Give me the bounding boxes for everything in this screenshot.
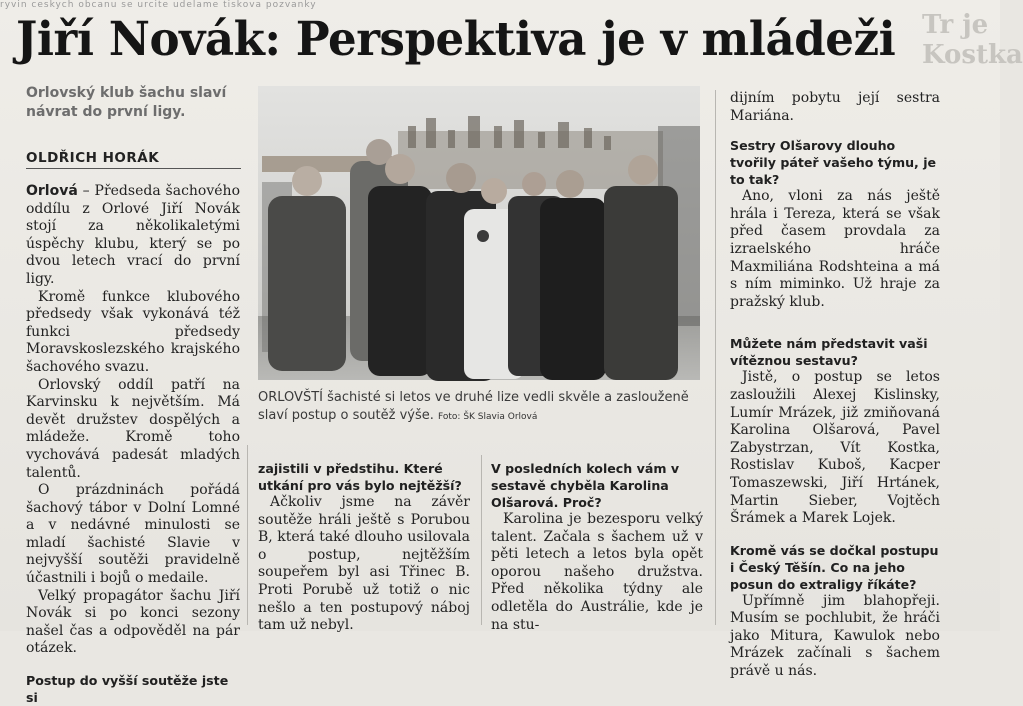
paragraph-1 (26, 183, 240, 289)
column-2 (258, 460, 470, 635)
caption-text: ORLOVŠTÍ šachisté si letos ve druhé lize vedli skvěle a zaslouženě slaví postup o soutěž výše. (258, 390, 689, 423)
paragraph-4: O prázdninách pořádá šachový tábor v Dolní Lomné a v nedávné minulosti se mladí šachisté Slavie v nejvyšší soutěži pravidelně účastnili i bojů o medaile. (26, 482, 240, 587)
headline: Jiří Novák: Perspektiva je v mládeži (16, 12, 896, 67)
paragraph-1-text: – Předseda šachového oddílu z Orlové Jiří Novák stojí za několikaletými úspěchy klubu, který se po dvou letech vrací do první ligy. (26, 183, 240, 287)
answer-3: Ano, vloni za nás ještě hrála i Tereza, která se však před časem provdala za izraelského hráče Maxmiliána Rodshteina a má s ním miminko. Už hraje za pražský klub. (730, 188, 940, 310)
column-1 (26, 183, 240, 706)
answer-5: Upřímně jim blahopřeji. Musím se pochlubit, že hráči jako Mitura, Kawulok nebo Mrázek začínali s šachem právě u nás. (730, 592, 940, 680)
author-byline: OLDŘICH HORÁK (26, 150, 160, 166)
top-strip-text: ryvin ceskych obcanu se urcite udelame tiskova pozvanky (0, 0, 317, 10)
column-rule (481, 455, 482, 625)
photo-caption (258, 389, 702, 426)
question-1-end: zajistili v předstihu. Které utkání pro vás bylo nejtěžší? (258, 461, 462, 493)
paragraph-5: Velký propagátor šachu Jiří Novák si po konci sezony našel čas a odpověděl na pár otázek. (26, 587, 240, 657)
answer-4: Jistě, o postup se letos zasloužili Alexej Kislinsky, Lumír Mrázek, již zmiňovaná Karolina Olšarová, Pavel Zabystrzan, Vít Kostka, Rostislav Kuboš, Kacper Tomaszewski, Jiří Hrtánek, Martin Sieber, Vojtěch Šrámek a Marek Lojek. (730, 369, 940, 527)
column-rule (247, 445, 248, 625)
dateline: Orlová (26, 183, 78, 199)
answer-2-continued: dijním pobytu její sestra Mariána. (730, 90, 940, 124)
question-4: Můžete nám představit vaši vítěznou sestavu? (730, 336, 928, 369)
team-photo (258, 86, 700, 380)
subheadline: Orlovský klub šachu slaví návrat do první ligy. (26, 85, 227, 120)
column-rule (715, 90, 716, 625)
question-3: Sestry Olšarovy dlouho tvořily páteř vašeho týmu, je to tak? (730, 138, 937, 188)
adjacent-article-fragment: Tr je Kostka (922, 10, 1023, 70)
question-2: V posledních kolech vám v sestavě chyběla Karolina Olšarová. Proč? (491, 461, 680, 510)
answer-2: Karolina je bezesporu velký talent. Začala s šachem už v pěti letech a letos byla opět oporou našeho družstva. Před několika týdny ale odletěla do Austrálie, kde je na stu- (491, 511, 703, 633)
question-5: Kromě vás se dočkal postupu i Český Těšín. Co na jeho posun do extraligy říkáte? (730, 542, 939, 592)
answer-1: Ačkoliv jsme na závěr soutěže hráli ještě s Porubou B, která také dlouho usilovala o postup, nejtěžším soupeřem byl asi Třinec B. Proti Porubě už totiž o nic nešlo a ten postupový náboj tam už nebyl. (258, 494, 470, 634)
paragraph-2: Kromě funkce klubového předsedy však vykonává též funkci předsedy Moravskoslezského krajského šachového svazu. (26, 288, 240, 375)
photo-credit: Foto: ŠK Slavia Orlová (438, 412, 538, 422)
paragraph-3: Orlovský oddíl patří na Karvinsku k největším. Má devět družstev dospělých a mládeže. Kromě toho vychovává padesát mladých talentů. (26, 376, 240, 481)
question-1-start: Postup do vyšší soutěže jste si (26, 673, 229, 706)
byline-rule (26, 168, 241, 169)
team-photo-image (258, 86, 700, 380)
column-3 (491, 460, 703, 634)
column-4 (730, 90, 940, 681)
